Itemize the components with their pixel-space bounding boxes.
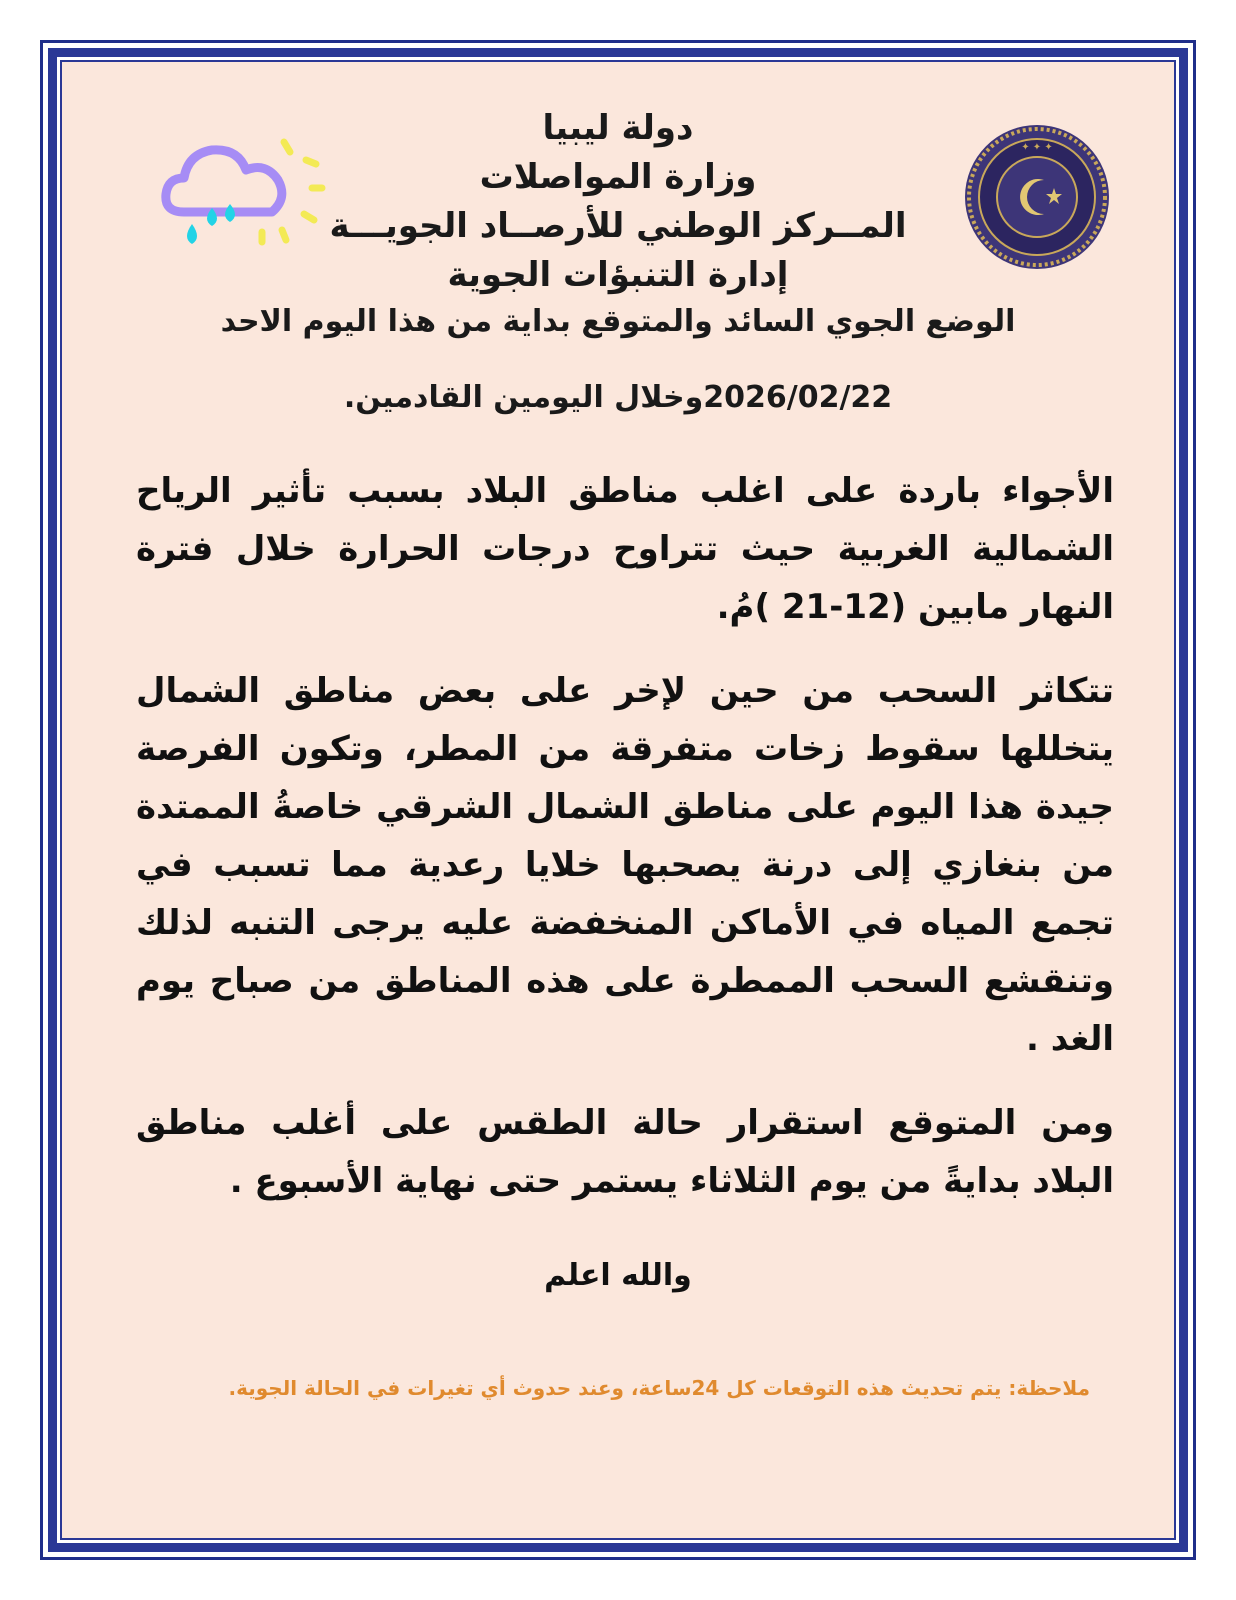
department-name: إدارة التنبؤات الجوية: [447, 255, 789, 295]
forecast-paragraph-clouds: تتكاثر السحب من حين لإخر على بعض مناطق الشمال يتخللها سقوط زخات متفرقة من المطر، وتكون الفرصة جيدة هذا اليوم على مناطق الشمال الشرقي خاصةُ الممتدة من بنغازي إلى درنة يصحبها خلايا رعدية مما تسبب في تجمع المياه في الأماكن المنخفضة عليه يرجى التنبه لذلك وتنقشع السحب الممطرة على هذه المناطق من صباح يوم الغد .: [136, 671, 1114, 1059]
document-page: [62, 62, 1174, 1538]
center-name: المــركز الوطني للأرصــاد الجويـــة: [329, 206, 907, 246]
country-name: دولة ليبيا: [542, 108, 694, 148]
forecast-paragraph-temperature: الأجواء باردة على اغلب مناطق البلاد بسبب تأثير الرياح الشمالية الغربية حيث تتراوح درجات الحرارة خلال فترة النهار مابين (12-21 )مُ.: [136, 471, 1114, 627]
bulletin-date: 2026/02/22وخلال اليومين القادمين.: [343, 380, 893, 415]
closing-phrase: والله اعلم: [544, 1258, 692, 1293]
seal-inscription: ✦ ✦ ✦: [1021, 142, 1053, 153]
update-note: ملاحظة: يتم تحديث هذه التوقعات كل 24ساعة، وعند حدوث أي تغيرات في الحالة الجوية.: [228, 1376, 1090, 1400]
ministry-name: وزارة المواصلات: [479, 157, 757, 197]
forecast-body: [136, 462, 1114, 1236]
bulletin-title: الوضع الجوي السائد والمتوقع بداية من هذا اليوم الاحد: [220, 304, 1016, 339]
document-header: [62, 104, 1174, 342]
forecast-paragraph-outlook: ومن المتوقع استقرار حالة الطقس على أغلب مناطق البلاد بدايةً من يوم الثلاثاء يستمر حتى نهاية الأسبوع .: [136, 1103, 1114, 1201]
